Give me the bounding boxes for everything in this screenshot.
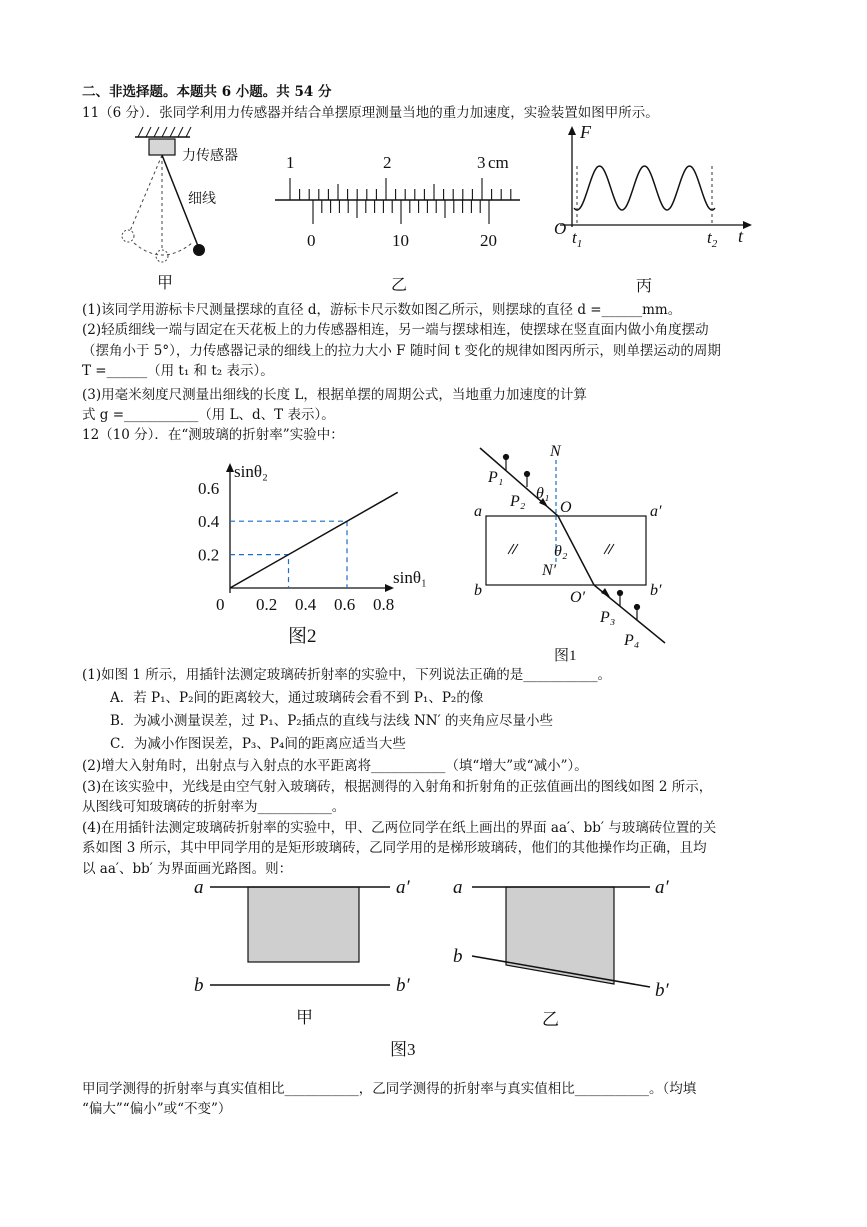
label-N-prime: N′ bbox=[542, 562, 557, 579]
option-B: B．为减小测量误差，过 P₁、P₂插点的直线与法线 NN′ 的夹角应尽量小些 bbox=[110, 713, 553, 729]
fig2-xtick: 0 bbox=[216, 595, 225, 614]
option-C: C．为减小作图误差，P₃、P₄间的距离应适当大些 bbox=[110, 736, 406, 752]
q12-part1: (1)如图 1 所示，用插针法测定玻璃砖折射率的实验中，下列说法正确的是___________。 bbox=[82, 667, 612, 683]
label-N: N bbox=[550, 443, 561, 460]
main-tick-3: 3 bbox=[477, 153, 486, 172]
q11-part2-line2: （摆角小于 5°），力传感器记录的细线上的拉力大小 F 随时间 t 变化的规律如图丙所示，则单摆运动的周期 bbox=[82, 343, 721, 359]
label-b: b bbox=[474, 582, 482, 599]
t1-label: $t_1$ bbox=[572, 228, 583, 250]
label-O: O bbox=[560, 499, 572, 516]
fig-jia-caption: 甲 bbox=[157, 275, 174, 292]
q12-part3-line2: 从图线可知玻璃砖的折射率为___________。 bbox=[82, 799, 346, 815]
axis-t: t bbox=[738, 226, 744, 246]
sensor-label: 力传感器 bbox=[182, 149, 238, 164]
fig2-caption: 图2 bbox=[288, 626, 317, 647]
vernier-tick-20: 20 bbox=[480, 231, 497, 250]
label-P2: P₂ bbox=[510, 493, 526, 510]
fig3-jia-caption: 甲 bbox=[296, 1008, 313, 1027]
fig2-ylabel: sinθ₂ bbox=[234, 462, 268, 481]
option-A: A．若 P₁、P₂间的距离较大，通过玻璃砖会看不到 P₁、P₂的像 bbox=[110, 690, 484, 706]
fig2-xtick: 0.4 bbox=[295, 595, 317, 614]
fig2-ytick: 0.4 bbox=[198, 512, 220, 532]
fig3-yi-b: b bbox=[453, 946, 463, 967]
t2-label: $t_2$ bbox=[707, 228, 718, 250]
label-b-prime: b′ bbox=[650, 582, 662, 599]
fig3-yi-a-prime: a′ bbox=[655, 877, 669, 898]
q11-intro: 11（6 分）．张同学利用力传感器并结合单摆原理测量当地的重力加速度，实验装置如图甲所示。 bbox=[82, 105, 659, 121]
q12-final-line2: “偏大”“偏小”或“不变”） bbox=[82, 1101, 232, 1117]
label-a: a bbox=[474, 503, 482, 520]
fig3-yi-a: a bbox=[453, 877, 463, 898]
q12-part4-line2: 系如图 3 所示，其中甲同学用的是矩形玻璃砖，乙同学用的是梯形玻璃砖，他们的其他操作均正确，且均 bbox=[82, 840, 707, 856]
label-theta2: θ₂ bbox=[554, 543, 568, 560]
q12-part3-line1: (3)在该实验中，光线是由空气射入玻璃砖，根据测得的入射角和折射角的正弦值画出的图线如图 2 所示， bbox=[82, 779, 713, 795]
q11-part3-line2: 式 g =___________（用 L、d、T 表示）。 bbox=[82, 407, 335, 423]
label-P1: P₁ bbox=[488, 469, 504, 486]
origin-O: O bbox=[554, 219, 567, 238]
fig3-yi-caption: 乙 bbox=[542, 1010, 559, 1029]
q11-part1: (1)该同学用游标卡尺测量摆球的直径 d，游标卡尺示数如图乙所示，则摆球的直径 d =______mm。 bbox=[82, 302, 682, 318]
q12-final-line1: 甲同学测得的折射率与真实值相比___________，乙同学测得的折射率与真实值相比___________。（均填 bbox=[82, 1081, 697, 1097]
main-tick-2: 2 bbox=[383, 153, 392, 172]
section-title: 二、非选择题。本题共 6 小题。共 54 分 bbox=[82, 84, 332, 100]
fig3-jia-a-prime: a′ bbox=[396, 877, 410, 898]
q11-part2-line3: T =______（用 t₁ 和 t₂ 表示）。 bbox=[82, 363, 274, 379]
fig3-yi-b-prime: b′ bbox=[655, 980, 669, 1001]
fig2-ytick: 0.2 bbox=[198, 545, 220, 565]
q11-part3-line1: (3)用毫米刻度尺测量出细线的长度 L，根据单摆的周期公式，当地重力加速度的计算 bbox=[82, 387, 587, 403]
fig2-ytick: 0.6 bbox=[198, 478, 220, 498]
unit-label: cm bbox=[488, 153, 509, 172]
q12-intro: 12（10 分）．在“测玻璃的折射率”实验中： bbox=[82, 427, 344, 443]
q11-part2-line1: (2)轻质细线一端与固定在天花板上的力传感器相连，另一端与摆球相连，使摆球在竖直面内做小角度摆动 bbox=[82, 322, 709, 338]
line-label: 细线 bbox=[188, 192, 216, 207]
figure-glass-boundaries bbox=[190, 870, 690, 1070]
vernier-tick-0: 0 bbox=[307, 231, 316, 250]
axis-F: F bbox=[580, 122, 591, 142]
fig3-jia-b: b bbox=[194, 975, 204, 996]
fig-yi-caption: 乙 bbox=[391, 277, 408, 294]
fig3-jia-a: a bbox=[194, 877, 204, 898]
figure-vernier bbox=[270, 148, 530, 293]
figure-sin-graph bbox=[190, 455, 460, 655]
label-P3: P₃ bbox=[600, 609, 616, 626]
vernier-tick-10: 10 bbox=[392, 231, 409, 250]
fig2-xtick: 0.2 bbox=[256, 595, 278, 614]
label-P4: P₄ bbox=[624, 632, 640, 649]
fig3-caption: 图3 bbox=[390, 1040, 416, 1059]
figure-pendulum bbox=[110, 125, 260, 295]
q12-part4-line3: 以 aa′、bb′ 为界面画光路图。则： bbox=[82, 861, 293, 877]
figure-refraction bbox=[470, 440, 700, 665]
fig2-data-line bbox=[230, 492, 398, 588]
figure-force-graph bbox=[550, 122, 765, 297]
fig2-xtick: 0.6 bbox=[334, 595, 356, 614]
fig3-jia-b-prime: b′ bbox=[396, 975, 410, 996]
fig2-xtick: 0.8 bbox=[373, 595, 395, 614]
q12-part2: (2)增大入射角时，出射点与入射点的水平距离将___________（填“增大”或“减小”）。 bbox=[82, 758, 588, 774]
label-a-prime: a′ bbox=[650, 503, 662, 520]
fig1-caption: 图1 bbox=[554, 648, 577, 664]
fig-bing-caption: 丙 bbox=[636, 278, 653, 295]
fig2-xlabel: sinθ₁ bbox=[393, 568, 427, 587]
q12-part4-line1: (4)在用插针法测定玻璃砖折射率的实验中，甲、乙两位同学在纸上画出的界面 aa′、bb′ 与玻璃砖位置的关 bbox=[82, 820, 717, 836]
label-O-prime: O′ bbox=[570, 589, 586, 606]
main-tick-1: 1 bbox=[286, 153, 295, 172]
label-theta1: θ₁ bbox=[536, 485, 550, 502]
